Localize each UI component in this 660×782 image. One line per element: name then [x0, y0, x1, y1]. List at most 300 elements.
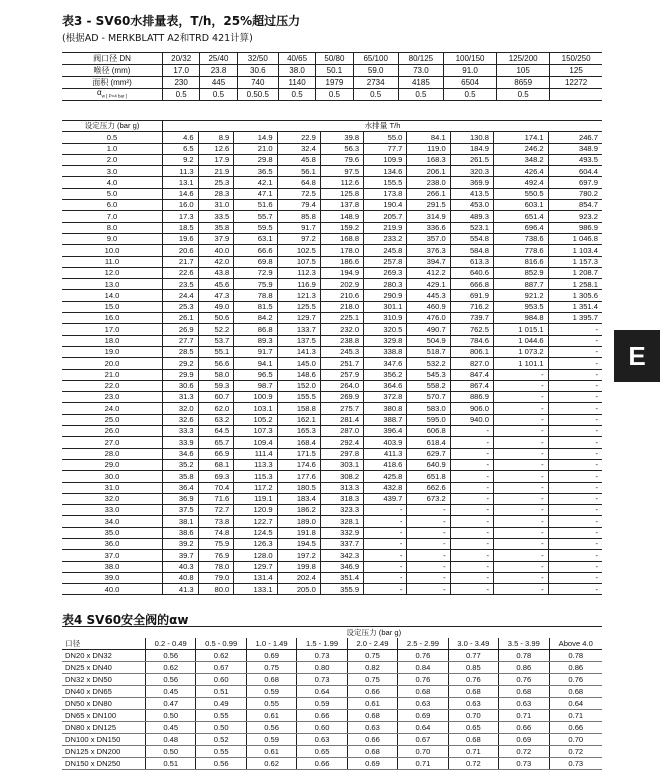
discharge-cell: 257.8 [364, 256, 407, 267]
spec-cell: 105 [497, 65, 550, 77]
spec-row [62, 89, 602, 101]
discharge-cell: 847.4 [450, 369, 493, 380]
set-pressure-cell: 12.0 [62, 267, 163, 278]
discharge-cell: 177.6 [277, 471, 320, 482]
discharge-cell: 251.7 [320, 358, 363, 369]
discharge-cell: 453.0 [450, 200, 493, 211]
discharge-cell: - [493, 482, 548, 493]
alpha-cell: 0.52 [196, 734, 246, 746]
alpha-cell: 0.75 [347, 674, 397, 686]
alpha-cell: 0.51 [146, 758, 196, 770]
discharge-cell: 388.7 [364, 414, 407, 425]
discharge-row [62, 211, 602, 222]
discharge-cell: 180.5 [277, 482, 320, 493]
discharge-cell: 323.3 [320, 505, 363, 516]
discharge-cell: 28.5 [163, 346, 199, 357]
discharge-cell: 396.4 [364, 426, 407, 437]
discharge-cell: 18.5 [163, 222, 199, 233]
set-pressure-cell: 6.0 [62, 200, 163, 211]
spec-cell: 20/32 [163, 53, 200, 65]
spec-cell: 50.1 [316, 65, 353, 77]
discharge-cell: 412.2 [407, 267, 450, 278]
discharge-cell: 232.0 [320, 324, 363, 335]
discharge-cell: - [548, 414, 602, 425]
discharge-cell: 148.9 [320, 211, 363, 222]
discharge-cell: 63.1 [234, 233, 277, 244]
discharge-cell: 31.3 [163, 392, 199, 403]
discharge-cell: - [493, 561, 548, 572]
discharge-cell: 22.6 [163, 267, 199, 278]
spec-cell: 6504 [443, 77, 496, 89]
discharge-cell: 86.8 [234, 324, 277, 335]
discharge-cell: 113.3 [234, 459, 277, 470]
discharge-row [62, 335, 602, 346]
discharge-cell: 103.1 [234, 403, 277, 414]
discharge-row [62, 493, 602, 504]
discharge-row [62, 437, 602, 448]
header-spacer [62, 627, 146, 639]
discharge-cell: - [364, 550, 407, 561]
discharge-cell: - [493, 403, 548, 414]
discharge-cell: 202.9 [320, 279, 363, 290]
alpha-cell: 0.70 [549, 734, 602, 746]
discharge-row [62, 482, 602, 493]
discharge-cell: - [493, 380, 548, 391]
discharge-cell: 613.3 [450, 256, 493, 267]
spec-row [62, 53, 602, 65]
alpha-cell: 0.45 [146, 722, 196, 734]
discharge-cell: 168.3 [407, 154, 450, 165]
set-pressure-cell: 40.0 [62, 584, 163, 595]
discharge-cell: 210.6 [320, 290, 363, 301]
discharge-cell: 45.6 [198, 279, 234, 290]
discharge-cell: 921.2 [493, 290, 548, 301]
alpha-cell: 0.68 [448, 686, 498, 698]
alpha-cell: 0.50 [196, 722, 246, 734]
discharge-cell: 60.7 [198, 392, 234, 403]
discharge-cell: 584.8 [450, 245, 493, 256]
discharge-cell: 186.6 [320, 256, 363, 267]
discharge-cell: 33.5 [198, 211, 234, 222]
discharge-cell: 219.9 [364, 222, 407, 233]
discharge-cell: 32.0 [163, 403, 199, 414]
discharge-row [62, 279, 602, 290]
discharge-cell: 78.8 [234, 290, 277, 301]
discharge-cell: - [407, 527, 450, 538]
discharge-cell: 131.4 [234, 572, 277, 583]
discharge-cell: 1 208.7 [548, 267, 602, 278]
discharge-cell: 59.5 [234, 222, 277, 233]
alpha-cell: 0.77 [448, 650, 498, 662]
discharge-cell: 14.6 [163, 188, 199, 199]
section-tab-e: E [614, 330, 660, 382]
discharge-cell: - [548, 459, 602, 470]
spec-cell: 2734 [353, 77, 398, 89]
discharge-cell: 186.2 [277, 505, 320, 516]
discharge-cell: 716.2 [450, 301, 493, 312]
discharge-cell: 41.3 [163, 584, 199, 595]
discharge-cell: - [548, 380, 602, 391]
set-pressure-cell: 13.0 [62, 279, 163, 290]
discharge-cell: 19.6 [163, 233, 199, 244]
discharge-cell: - [493, 584, 548, 595]
pressure-range-header: 3.5 - 3.99 [499, 638, 549, 650]
alpha-cell: 0.71 [549, 710, 602, 722]
alpha-cell: 0.65 [448, 722, 498, 734]
set-pressure-cell: 24.0 [62, 403, 163, 414]
spec-cell: 1979 [316, 77, 353, 89]
spec-cell: 17.0 [163, 65, 200, 77]
valve-size-cell: DN125 x DN200 [62, 746, 146, 758]
discharge-cell: 673.2 [407, 493, 450, 504]
discharge-cell: 380.8 [364, 403, 407, 414]
pressure-range-header: 1.0 - 1.49 [246, 638, 296, 650]
discharge-cell: 137.8 [320, 200, 363, 211]
discharge-cell: 696.4 [493, 222, 548, 233]
discharge-cell: 58.0 [198, 369, 234, 380]
alpha-cell: 0.55 [196, 710, 246, 722]
alpha-cell: 0.66 [297, 758, 347, 770]
spec-cell: 30.6 [237, 65, 278, 77]
discharge-cell: 66.9 [198, 448, 234, 459]
alpha-cell: 0.70 [398, 746, 448, 758]
discharge-cell: 1 101.1 [493, 358, 548, 369]
spec-cell: 740 [237, 77, 278, 89]
discharge-cell: 867.4 [450, 380, 493, 391]
discharge-cell: 47.3 [198, 290, 234, 301]
discharge-cell: - [450, 572, 493, 583]
set-pressure-cell: 39.0 [62, 572, 163, 583]
discharge-cell: 184.9 [450, 143, 493, 154]
discharge-cell: 9.2 [163, 154, 199, 165]
discharge-cell: - [450, 493, 493, 504]
discharge-cell: 35.8 [198, 222, 234, 233]
discharge-cell: - [493, 527, 548, 538]
spec-cell: 230 [163, 77, 200, 89]
discharge-cell: 51.6 [234, 200, 277, 211]
set-pressure-cell: 25.0 [62, 414, 163, 425]
spec-cell: 65/100 [353, 53, 398, 65]
discharge-cell: 155.5 [364, 177, 407, 188]
set-pressure-cell: 0.5 [62, 132, 163, 143]
discharge-cell: 257.9 [320, 369, 363, 380]
discharge-cell: - [407, 505, 450, 516]
discharge-cell: 45.8 [277, 154, 320, 165]
discharge-cell: 245.8 [364, 245, 407, 256]
discharge-cell: 137.5 [277, 335, 320, 346]
valve-size-cell: DN40 x DN65 [62, 686, 146, 698]
discharge-cell: - [450, 437, 493, 448]
alpha-cell: 0.68 [549, 686, 602, 698]
discharge-cell: 162.1 [277, 414, 320, 425]
discharge-cell: 47.1 [234, 188, 277, 199]
discharge-cell: 640.6 [450, 267, 493, 278]
discharge-cell: 504.9 [407, 335, 450, 346]
discharge-row [62, 380, 602, 391]
discharge-cell: 26.1 [163, 313, 199, 324]
discharge-cell: 39.2 [163, 538, 199, 549]
spec-row-label: $\alpha_{w [ P>4 bar ]}$ [62, 89, 163, 101]
discharge-cell: 35.8 [163, 471, 199, 482]
alpha-cell: 0.72 [549, 746, 602, 758]
set-pressure-group-header: 设定压力 (bar g) [146, 627, 603, 639]
discharge-cell: - [407, 550, 450, 561]
discharge-cell: 79.6 [320, 154, 363, 165]
discharge-row [62, 448, 602, 459]
discharge-cell: 133.1 [234, 584, 277, 595]
alpha-cell: 0.64 [297, 686, 347, 698]
spec-cell: 4185 [398, 77, 443, 89]
alpha-cell: 0.56 [146, 650, 196, 662]
set-pressure-cell: 29.0 [62, 459, 163, 470]
set-pressure-cell: 1.0 [62, 143, 163, 154]
set-pressure-cell: 21.0 [62, 369, 163, 380]
discharge-cell: 64.8 [277, 177, 320, 188]
set-pressure-cell: 36.0 [62, 538, 163, 549]
discharge-cell: 1 103.4 [548, 245, 602, 256]
alpha-cell: 0.63 [347, 722, 397, 734]
alpha-cell: 0.68 [246, 674, 296, 686]
discharge-cell: 887.7 [493, 279, 548, 290]
discharge-cell: 37.9 [198, 233, 234, 244]
alpha-cell: 0.55 [246, 698, 296, 710]
alpha-cell: 0.84 [398, 662, 448, 674]
discharge-cell: 129.7 [277, 313, 320, 324]
discharge-cell: 550.5 [493, 188, 548, 199]
discharge-cell: 80.0 [198, 584, 234, 595]
discharge-cell: 84.2 [234, 313, 277, 324]
alpha-cell: 0.70 [448, 710, 498, 722]
discharge-cell: 26.9 [163, 324, 199, 335]
discharge-cell: 246.2 [493, 143, 548, 154]
discharge-cell: 64.5 [198, 426, 234, 437]
discharge-cell: 348.2 [493, 154, 548, 165]
discharge-cell: 651.8 [407, 471, 450, 482]
discharge-cell: - [493, 414, 548, 425]
alpha-cell: 0.60 [297, 722, 347, 734]
discharge-cell: 62.0 [198, 403, 234, 414]
discharge-cell: 238.8 [320, 335, 363, 346]
discharge-row [62, 414, 602, 425]
discharge-cell: 72.9 [234, 267, 277, 278]
discharge-cell: - [493, 471, 548, 482]
alpha-cell: 0.62 [196, 650, 246, 662]
discharge-cell: 32.4 [277, 143, 320, 154]
discharge-cell: 73.8 [198, 516, 234, 527]
discharge-cell: 662.6 [407, 482, 450, 493]
size-column-header: 口径 [62, 638, 146, 650]
discharge-cell: 109.4 [234, 437, 277, 448]
spec-cell [550, 89, 602, 101]
discharge-cell: 403.9 [364, 437, 407, 448]
discharge-cell: 56.3 [320, 143, 363, 154]
discharge-cell: 94.1 [234, 358, 277, 369]
spec-row-label: 喉径 (mm) [62, 65, 163, 77]
discharge-cell: 445.3 [407, 290, 450, 301]
discharge-row [62, 426, 602, 437]
discharge-cell: 738.6 [493, 233, 548, 244]
discharge-cell: - [450, 482, 493, 493]
discharge-cell: 117.2 [234, 482, 277, 493]
discharge-cell: - [450, 505, 493, 516]
discharge-cell: 194.9 [320, 267, 363, 278]
discharge-row [62, 290, 602, 301]
alpha-cell: 0.71 [398, 758, 448, 770]
discharge-cell: 303.1 [320, 459, 363, 470]
alpha-cell: 0.50 [146, 710, 196, 722]
set-pressure-cell: 10.0 [62, 245, 163, 256]
discharge-cell: 24.4 [163, 290, 199, 301]
discharge-cell: 189.0 [277, 516, 320, 527]
discharge-cell: - [548, 505, 602, 516]
discharge-cell: 97.2 [277, 233, 320, 244]
discharge-cell: 348.9 [548, 143, 602, 154]
discharge-cell: - [548, 426, 602, 437]
discharge-cell: - [548, 538, 602, 549]
alpha-cell: 0.76 [499, 674, 549, 686]
discharge-cell: 21.9 [198, 166, 234, 177]
discharge-row [62, 527, 602, 538]
discharge-cell: 116.9 [277, 279, 320, 290]
valve-size-cell: DN32 x DN50 [62, 674, 146, 686]
discharge-cell: 336.6 [407, 222, 450, 233]
discharge-cell: 81.5 [234, 301, 277, 312]
valve-size-cell: DN20 x DN32 [62, 650, 146, 662]
discharge-cell: 79.0 [198, 572, 234, 583]
set-pressure-cell: 37.0 [62, 550, 163, 561]
discharge-cell: 1 157.3 [548, 256, 602, 267]
alpha-row [62, 662, 602, 674]
valve-size-cell: DN25 x DN40 [62, 662, 146, 674]
discharge-cell: - [450, 550, 493, 561]
discharge-cell: 347.6 [364, 358, 407, 369]
discharge-cell: - [493, 550, 548, 561]
discharge-row [62, 166, 602, 177]
discharge-row [62, 132, 602, 143]
discharge-cell: 36.9 [163, 493, 199, 504]
discharge-cell: 72.7 [198, 505, 234, 516]
alpha-row [62, 710, 602, 722]
discharge-cell: 291.5 [407, 200, 450, 211]
discharge-cell: 1 351.4 [548, 301, 602, 312]
pressure-range-header: 0.2 - 0.49 [146, 638, 196, 650]
set-pressure-cell: 23.0 [62, 392, 163, 403]
discharge-cell: 121.3 [277, 290, 320, 301]
discharge-cell: 238.0 [407, 177, 450, 188]
valve-size-cell: DN80 x DN125 [62, 722, 146, 734]
discharge-cell: 246.7 [548, 132, 602, 143]
discharge-cell: 40.0 [198, 245, 234, 256]
discharge-row [62, 369, 602, 380]
discharge-cell: - [548, 482, 602, 493]
discharge-row [62, 233, 602, 244]
discharge-cell: 346.9 [320, 561, 363, 572]
discharge-cell: 492.4 [493, 177, 548, 188]
spec-row-label: 阀口径 DN [62, 53, 163, 65]
pressure-range-header: 3.0 - 3.49 [448, 638, 498, 650]
alpha-cell: 0.61 [347, 698, 397, 710]
discharge-cell: 85.8 [277, 211, 320, 222]
alpha-cell: 0.65 [297, 746, 347, 758]
discharge-cell: 356.2 [364, 369, 407, 380]
discharge-cell: 1 073.2 [493, 346, 548, 357]
discharge-cell: - [548, 561, 602, 572]
discharge-cell: 376.3 [407, 245, 450, 256]
discharge-cell: 28.3 [198, 188, 234, 199]
discharge-cell: - [493, 572, 548, 583]
discharge-cell: 618.4 [407, 437, 450, 448]
discharge-cell: - [364, 561, 407, 572]
discharge-cell: 29.2 [163, 358, 199, 369]
discharge-cell: 119.1 [234, 493, 277, 504]
discharge-cell: 38.1 [163, 516, 199, 527]
discharge-cell: 432.8 [364, 482, 407, 493]
discharge-row [62, 324, 602, 335]
discharge-cell: - [548, 516, 602, 527]
discharge-cell: 59.3 [198, 380, 234, 391]
discharge-cell: 784.6 [450, 335, 493, 346]
discharge-cell: - [548, 335, 602, 346]
discharge-cell: - [548, 403, 602, 414]
discharge-cell: 906.0 [450, 403, 493, 414]
discharge-cell: - [493, 459, 548, 470]
discharge-cell: 292.4 [320, 437, 363, 448]
discharge-cell: 33.9 [163, 437, 199, 448]
alpha-cell: 0.78 [549, 650, 602, 662]
discharge-cell: 111.4 [234, 448, 277, 459]
discharge-cell: 124.5 [234, 527, 277, 538]
alpha-cell: 0.68 [347, 746, 397, 758]
discharge-cell: - [548, 324, 602, 335]
discharge-cell: 429.1 [407, 279, 450, 290]
alpha-row [62, 758, 602, 770]
alpha-cell: 0.68 [448, 734, 498, 746]
discharge-cell: - [364, 516, 407, 527]
discharge-cell: 854.7 [548, 200, 602, 211]
discharge-cell: - [364, 538, 407, 549]
discharge-cell: - [548, 584, 602, 595]
discharge-cell: 100.9 [234, 392, 277, 403]
discharge-cell: 411.3 [364, 448, 407, 459]
set-pressure-cell: 2.0 [62, 154, 163, 165]
discharge-cell: - [450, 584, 493, 595]
discharge-cell: 225.1 [320, 313, 363, 324]
set-pressure-cell: 4.0 [62, 177, 163, 188]
discharge-cell: - [548, 550, 602, 561]
discharge-cell: 570.7 [407, 392, 450, 403]
alpha-cell: 0.55 [196, 746, 246, 758]
discharge-cell: 97.5 [320, 166, 363, 177]
alpha-cell: 0.68 [499, 686, 549, 698]
discharge-cell: 351.4 [320, 572, 363, 583]
discharge-cell: 190.4 [364, 200, 407, 211]
alpha-cell: 0.63 [499, 698, 549, 710]
discharge-cell: 666.8 [450, 279, 493, 290]
table3-subtitle: (根据AD - MERKBLATT A2和TRD 421计算) [62, 33, 253, 44]
alpha-cell: 0.63 [398, 698, 448, 710]
spec-cell: 40/65 [278, 53, 315, 65]
discharge-cell: 1 046.8 [548, 233, 602, 244]
alpha-cell: 0.69 [499, 734, 549, 746]
spec-cell: 59.0 [353, 65, 398, 77]
discharge-cell: 603.1 [493, 200, 548, 211]
discharge-cell: 91.7 [277, 222, 320, 233]
table4-title: 表4 SV60安全阀的αw [62, 613, 189, 627]
alpha-cell: 0.67 [398, 734, 448, 746]
spec-cell: 0.5 [353, 89, 398, 101]
discharge-row [62, 143, 602, 154]
discharge-cell: 29.9 [163, 369, 199, 380]
